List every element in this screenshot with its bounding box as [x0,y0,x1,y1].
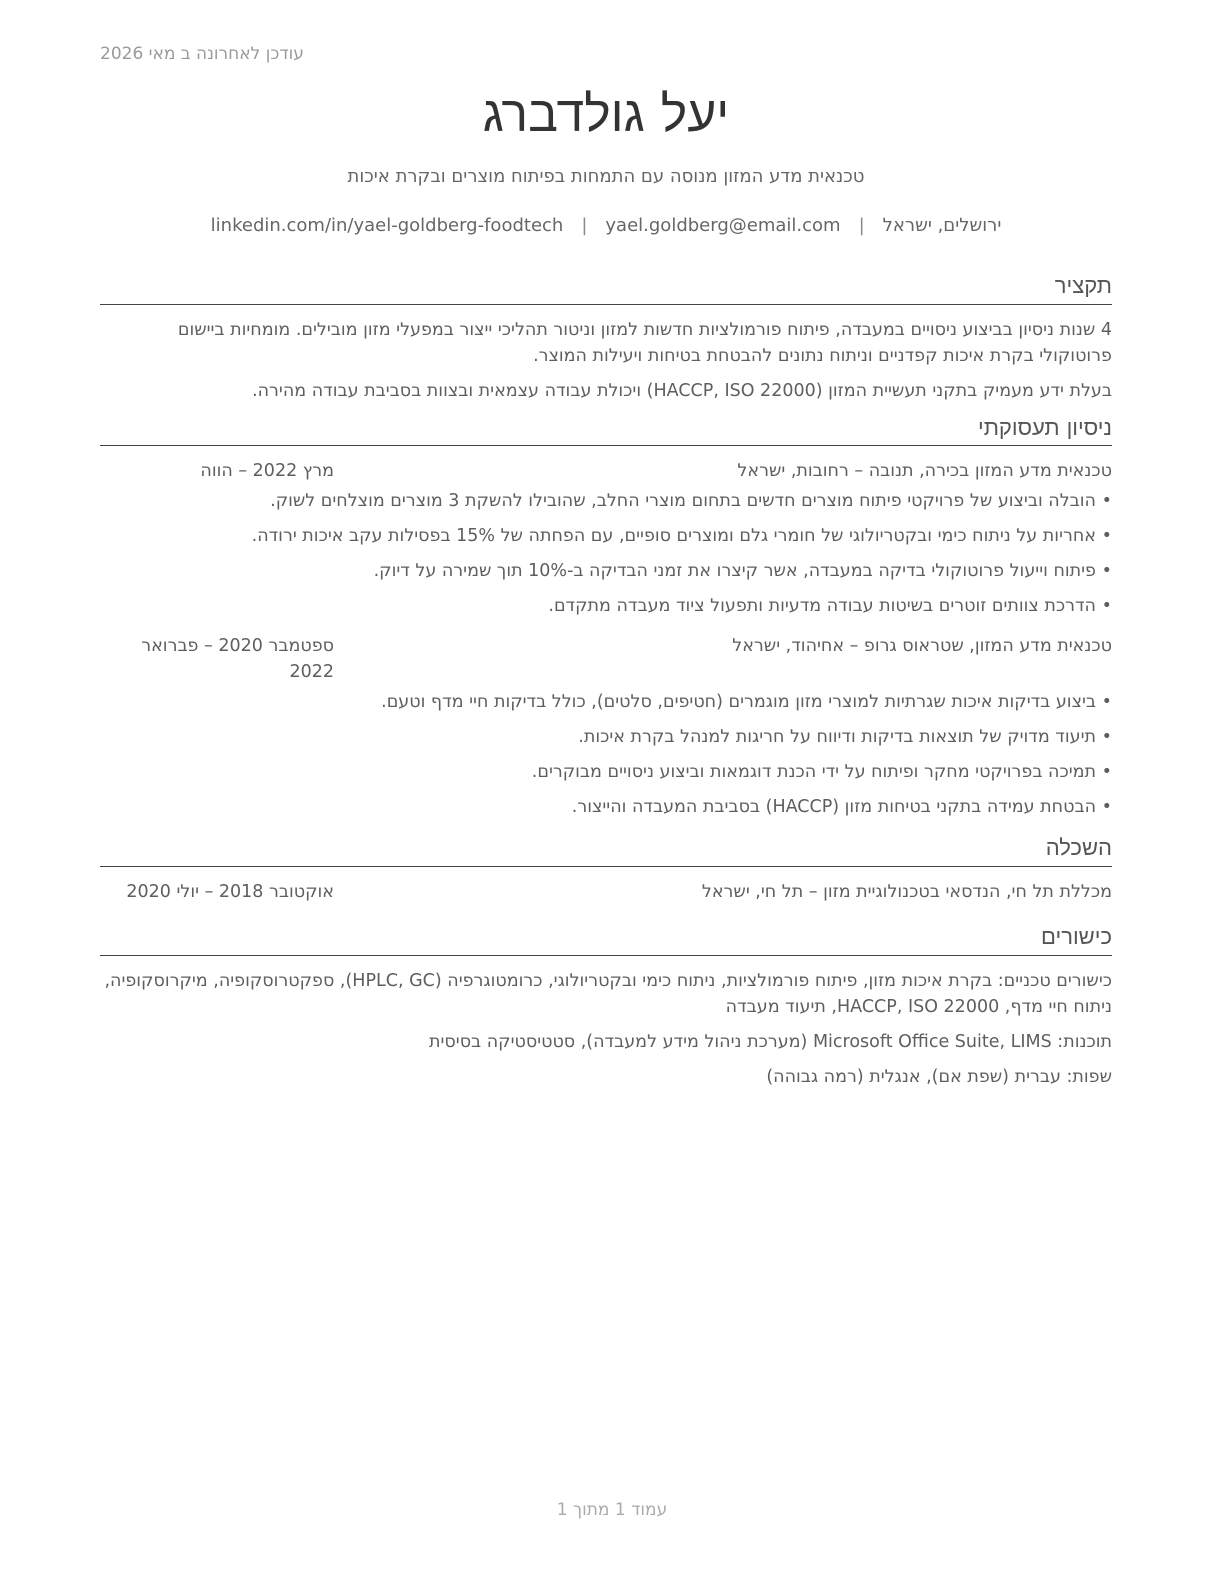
education-dates: אוקטובר 2018 – יולי 2020 [126,882,334,903]
job-title: טכנאית מדע המזון בכירה, תנובה – רחובות, ישראל [737,461,1112,482]
job-bullet: • תמיכה בפרויקטי מחקר ופיתוח על ידי הכנת דוגמאות וביצוע ניסויים מבוקרים. [100,759,1112,785]
degree: מכללת תל חי, הנדסאי בטכנולוגיית מזון – תל חי, ישראל [701,882,1112,903]
skills-line: תוכנות: Microsoft Office Suite, LIMS (מערכת ניהול מידע למעבדה), סטטיסטיקה בסיסית [429,1031,1112,1052]
section-title-skills: כישורים [100,923,1112,956]
education-section [100,834,1112,905]
page-number: עמוד 1 מתוך 1 [556,1500,668,1520]
job-bullet: • תיעוד מדויק של תוצאות בדיקות ודיווח על חריגות למנהל בקרת איכות. [100,724,1112,750]
job-bullet: • אחריות על ניתוח כימי ובקטריולוגי של חומרי גלם ומוצרים סופיים, עם הפחתה של 15% בפסילות עקב איכות ירודה. [100,523,1112,549]
job-bullet: • פיתוח וייעול פרוטוקולי בדיקה במעבדה, אשר קיצרו את זמני הבדיקה ב-10% תוך שמירה על דיוק. [100,558,1112,584]
section-title-summary: תקציר [100,272,1112,305]
contact-separator: | [581,215,588,236]
section-title-experience: ניסיון תעסוקתי [100,414,1112,447]
job-dates: מרץ 2022 – הווה [200,461,334,482]
summary-paragraph: בעלת ידע מעמיק בתקני תעשיית המזון (HACCP, ISO 22000) ויכולת עבודה עצמאית ובצוות בסביבת עבודה מהירה. [252,380,1112,401]
job-entry [100,458,1112,619]
skills-section [100,923,1112,1090]
job-dates: ספטמבר 2020 – פברואר 2022 [141,636,334,683]
job-bullet: • הבטחת עמידה בתקני בטיחות מזון (HACCP) בסביבת המעבדה והייצור. [100,794,1112,820]
resume-header [100,84,1112,236]
last-updated: עודכן לאחרונה ב מאי 2026 [100,44,304,64]
linkedin-link[interactable]: linkedin.com/in/yael-goldberg-foodtech [210,215,564,236]
job-bullet: • הובלה וביצוע של פרויקטי פיתוח מוצרים חדשים בתחום מוצרי החלב, שהובילו להשקת 3 מוצרים מוצלחים לשוק. [100,488,1112,514]
skills-line: כישורים טכניים: בקרת איכות מזון, פיתוח פורמולציות, ניתוח כימי ובקטריולוגי, כרומטוגרפיה (HPLC, GC), ספקטרוסקופיה, מיקרוסקופיה, ניתוח חיי מדף, HACCP, ISO 22000, תיעוד מעבדה [104,970,1112,1017]
job-header [100,633,1112,685]
skills-line: שפות: עברית (שפת אם), אנגלית (רמה גבוהה) [766,1066,1112,1087]
email-link[interactable]: yael.goldberg@email.com [605,215,841,236]
resume-body [100,272,1112,1100]
summary-section [100,272,1112,404]
location: ירושלים, ישראל [882,215,1002,236]
job-bullets [100,689,1112,820]
tagline: טכנאית מדע המזון מנוסה עם התמחות בפיתוח מוצרים ובקרת איכות [347,166,865,187]
summary-paragraph: 4 שנות ניסיון בביצוע ניסויים במעבדה, פיתוח פורמולציות חדשות למזון וניטור תהליכי ייצור במפעלי מזון מובילים. מומחיות ביישום פרוטוקולי בקרת איכות קפדניים וניתוח נתונים להבטחת בטיחות ויעילות המוצר. [177,319,1112,366]
job-bullet: • הדרכת צוותים זוטרים בשיטות עבודה מדעיות ותפעול ציוד מעבדה מתקדם. [100,593,1112,619]
job-bullet: • ביצוע בדיקות איכות שגרתיות למוצרי מזון מוגמרים (חטיפים, סלטים), כולל בדיקות חיי מדף וטעם. [100,689,1112,715]
experience-section [100,414,1112,821]
education-entry [100,879,1112,905]
contact-line [100,215,1112,236]
section-title-education: השכלה [100,834,1112,867]
job-entry [100,633,1112,820]
job-title: טכנאית מדע המזון, שטראוס גרופ – אחיהוד, ישראל [732,636,1112,657]
contact-separator: | [858,215,865,236]
candidate-name: יעל גולדברג [482,85,730,143]
job-header [100,458,1112,484]
job-bullets [100,488,1112,619]
